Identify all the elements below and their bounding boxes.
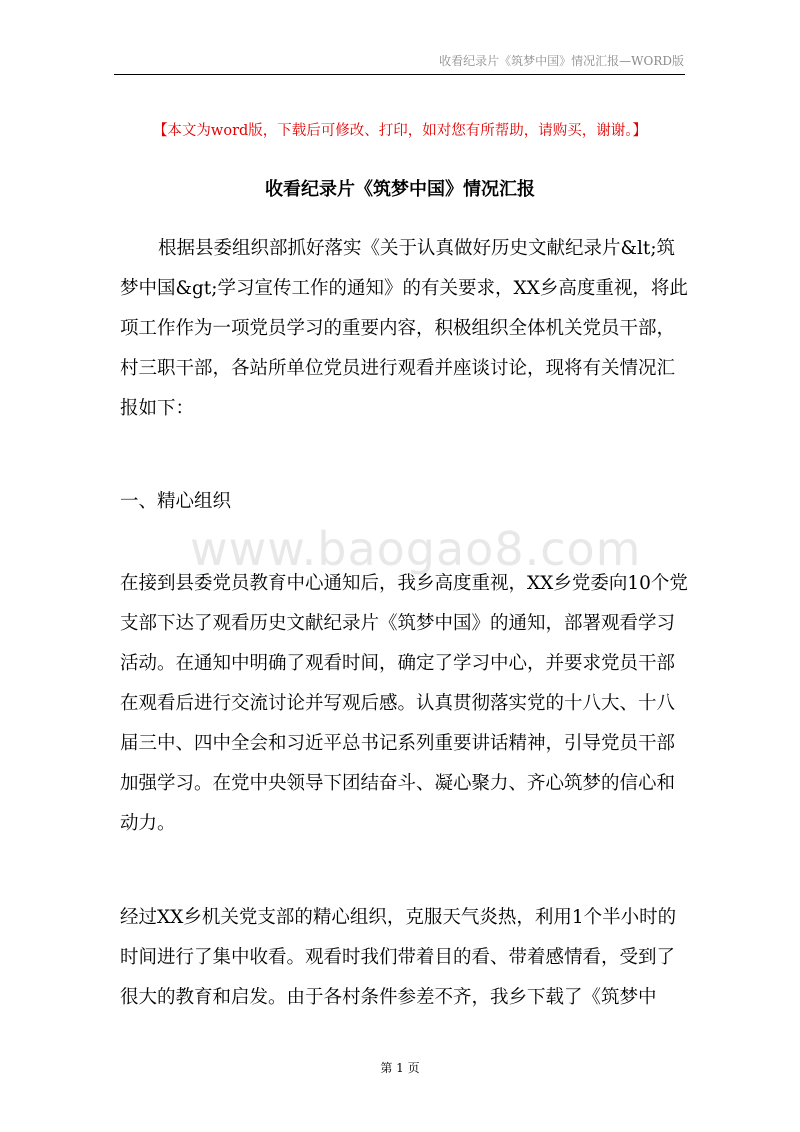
header-divider	[114, 74, 685, 75]
section-heading-1: 一、精心组织	[120, 491, 232, 512]
download-notice: 【本文为word版，下载后可修改、打印，如对您有所帮助，请购买，谢谢。】	[152, 123, 648, 139]
section-1-paragraph-1: 在接到县委党员教育中心通知后，我乡高度重视，XX乡党委向10个党支部下达了观看历史文献纪录片《筑梦中国》的通知，部署观看学习活动。在通知中明确了观看时间，确定了学习中心，并要求党员干部在观看后进行交流讨论并写观后感。认真贯彻落实党的十八大、十八届三中、四中全会和习近平总书记系列重要讲话精神，引导党员干部加强学习。在党中央领导下团结奋斗、凝心聚力、齐心筑梦的信心和动力。	[120, 573, 688, 834]
intro-paragraph: 根据县委组织部抓好落实《关于认真做好历史文献纪录片&lt;筑梦中国&gt;学习宣传工作的通知》的有关要求，XX乡高度重视，将此项工作作为一项党员学习的重要内容，积极组织全体机关党员干部，村三职干部，各站所单位党员进行观看并座谈讨论，现将有关情况汇报如下：	[120, 238, 688, 419]
section-1-paragraph-2: 经过XX乡机关党支部的精心组织，克服天气炎热，利用1个半小时的时间进行了集中收看。观看时我们带着目的看、带着感情看，受到了很大的教育和启发。由于各村条件参差不齐，我乡下载了《筑梦中	[120, 907, 677, 1008]
watermark-text: www.baogao8.com	[190, 522, 642, 576]
running-header: 收看纪录片《筑梦中国》情况汇报—WORD版	[439, 54, 684, 68]
page-number: 第 1 页	[380, 1061, 420, 1075]
document-title: 收看纪录片《筑梦中国》情况汇报	[265, 179, 535, 200]
